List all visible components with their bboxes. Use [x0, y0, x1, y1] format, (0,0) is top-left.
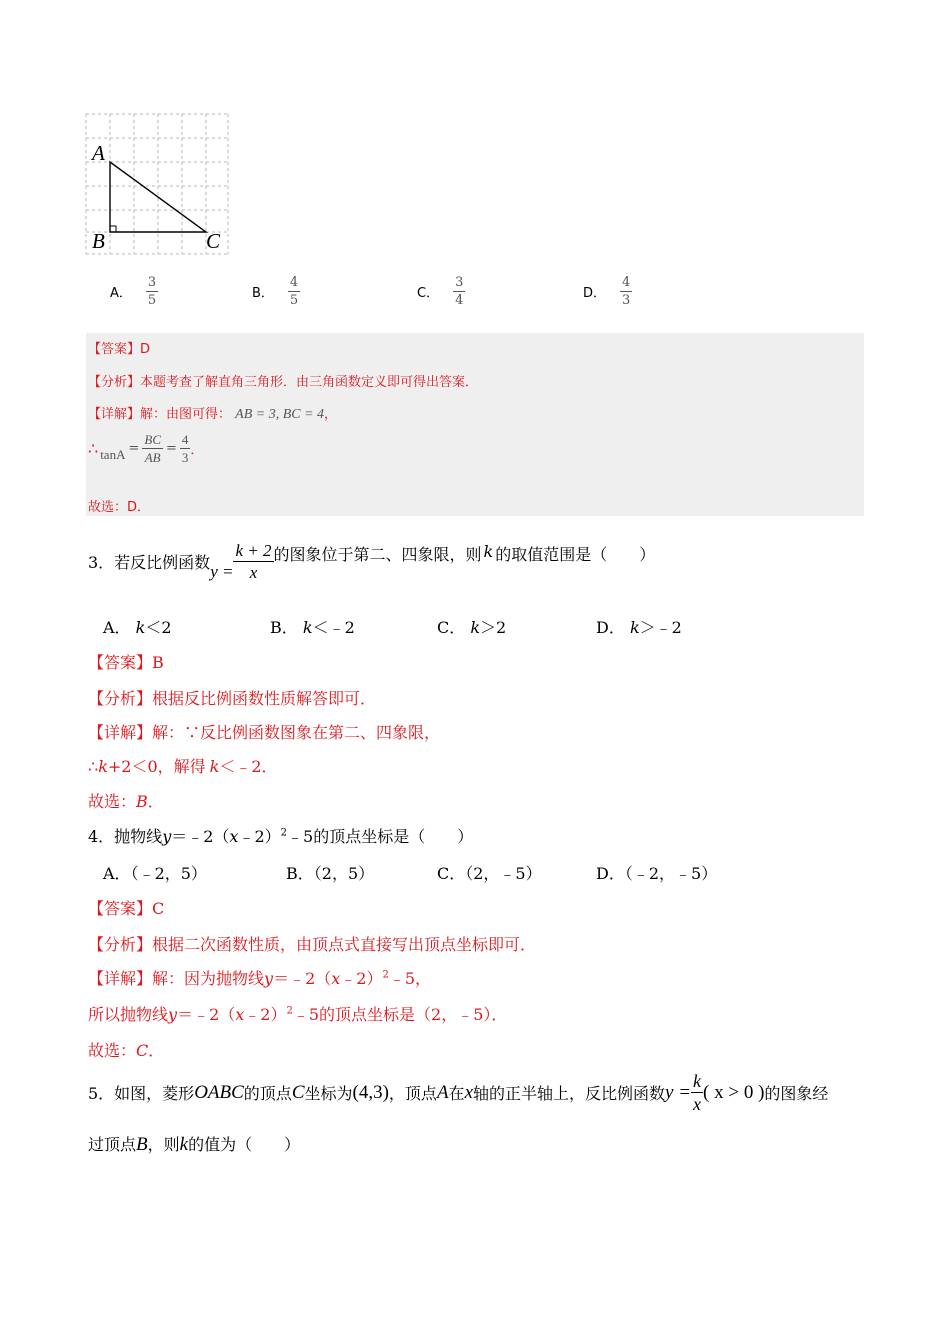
q3-detail: 【详解】解：∵反比例函数图象在第二、四象限，: [88, 723, 441, 742]
q4-analysis: 【分析】根据二次函数性质，由顶点式直接写出顶点坐标即可．: [88, 935, 537, 954]
option-label: D．: [583, 286, 607, 301]
therefore-symbol: ∴: [88, 439, 99, 458]
q2-option-c[interactable]: [417, 276, 465, 307]
label-b: B: [92, 229, 105, 253]
detail-math: AB = 3, BC = 4: [235, 407, 325, 422]
q4-option-b[interactable]: B．（2，5）: [286, 864, 375, 883]
q3-analysis: 【分析】根据反比例函数性质解答即可．: [88, 689, 377, 708]
q3-stem: 3．若反比例函数 y = $\frac{k + 2}{x}$ 的图象位于第二、四象限，则 k 的取值范围是（ ）: [88, 540, 656, 582]
y-equals: y =: [210, 562, 234, 581]
option-fraction: $\frac{4}{5}$: [289, 275, 299, 308]
option-fraction: $\frac{3}{5}$: [147, 275, 157, 308]
q4-option-c[interactable]: C．（2，﹣5）: [437, 864, 542, 883]
q4-detail-line2: 所以抛物线y＝﹣2（x﹣2）$^2$﹣5的顶点坐标是（2，﹣5）．: [88, 1005, 508, 1024]
k-over-x: $\frac{k}{x}$: [693, 1071, 702, 1114]
option-label: C．: [417, 286, 440, 301]
q3-option-d[interactable]: D． k＞﹣2: [596, 618, 682, 637]
q3-detail-line2: ∴k+2＜0，解得 k＜﹣2．: [88, 757, 278, 776]
q4-detail: 【详解】解：因为抛物线y＝﹣2（x﹣2）$^2$﹣5，: [88, 969, 432, 988]
q3-choose: 故选：B．: [88, 792, 164, 811]
q2-choose: 故选：D．: [88, 500, 151, 515]
q3-option-a[interactable]: A． k＜2: [103, 618, 172, 637]
option-fraction: $\frac{4}{3}$: [622, 275, 631, 308]
triangle-abc: [110, 162, 206, 232]
q3-option-b[interactable]: B． k＜﹣2: [270, 618, 355, 637]
option-label: B．: [252, 286, 274, 301]
triangle-figure: [84, 112, 232, 258]
label-a: A: [92, 141, 105, 165]
equals-sign: =: [128, 441, 140, 456]
period: ．: [190, 443, 204, 458]
option-fraction: $\frac{3}{4}$: [455, 275, 464, 308]
q4-answer: 【答案】C: [88, 899, 165, 918]
bc-over-ab: $\frac{BC}{AB}$: [144, 432, 161, 465]
q2-option-b[interactable]: [252, 276, 300, 307]
q5-stem-line1: 5．如图，菱形 OABC 的顶点 C 坐标为 (4,3) ，顶点 A 在 x 轴的正半轴上，反比例函数 y = $\frac{k}{x}$ ( x > 0 ) 的图象经: [88, 1071, 829, 1114]
q2-detail: 【详解】解：由图可得： AB = 3, BC = 4，: [88, 407, 338, 422]
q2-analysis: 【分析】本题考查了解直角三角形．由三角函数定义即可得出答案．: [88, 375, 479, 390]
q5-stem-line2: 过顶点B，则k的值为（ ）: [88, 1134, 301, 1155]
q4-option-a[interactable]: A．（﹣2，5）: [103, 864, 207, 883]
q4-option-d[interactable]: D．（﹣2，﹣5）: [596, 864, 718, 883]
tan-a: tanA: [100, 446, 126, 462]
label-c: C: [206, 229, 221, 253]
q2-tan-line: [88, 433, 203, 464]
q4-stem: 4．抛物线y＝﹣2（x﹣2）$^2$﹣5的顶点坐标是（ ）: [88, 827, 474, 846]
q3-answer: 【答案】B: [88, 653, 164, 672]
option-label: A．: [110, 286, 132, 301]
q4-choose: 故选：C．: [88, 1041, 165, 1060]
k-plus-2-over-x: $\frac{k + 2}{x}$: [235, 540, 272, 582]
four-over-three: $\frac{4}{3}$: [181, 432, 189, 465]
q2-solution-box: [86, 333, 864, 516]
q3-option-c[interactable]: C． k＞2: [437, 618, 507, 637]
q2-option-a[interactable]: [110, 276, 158, 307]
q2-option-d[interactable]: [583, 276, 632, 307]
equals-sign-2: =: [166, 441, 177, 456]
q2-answer: 【答案】D: [88, 342, 151, 357]
